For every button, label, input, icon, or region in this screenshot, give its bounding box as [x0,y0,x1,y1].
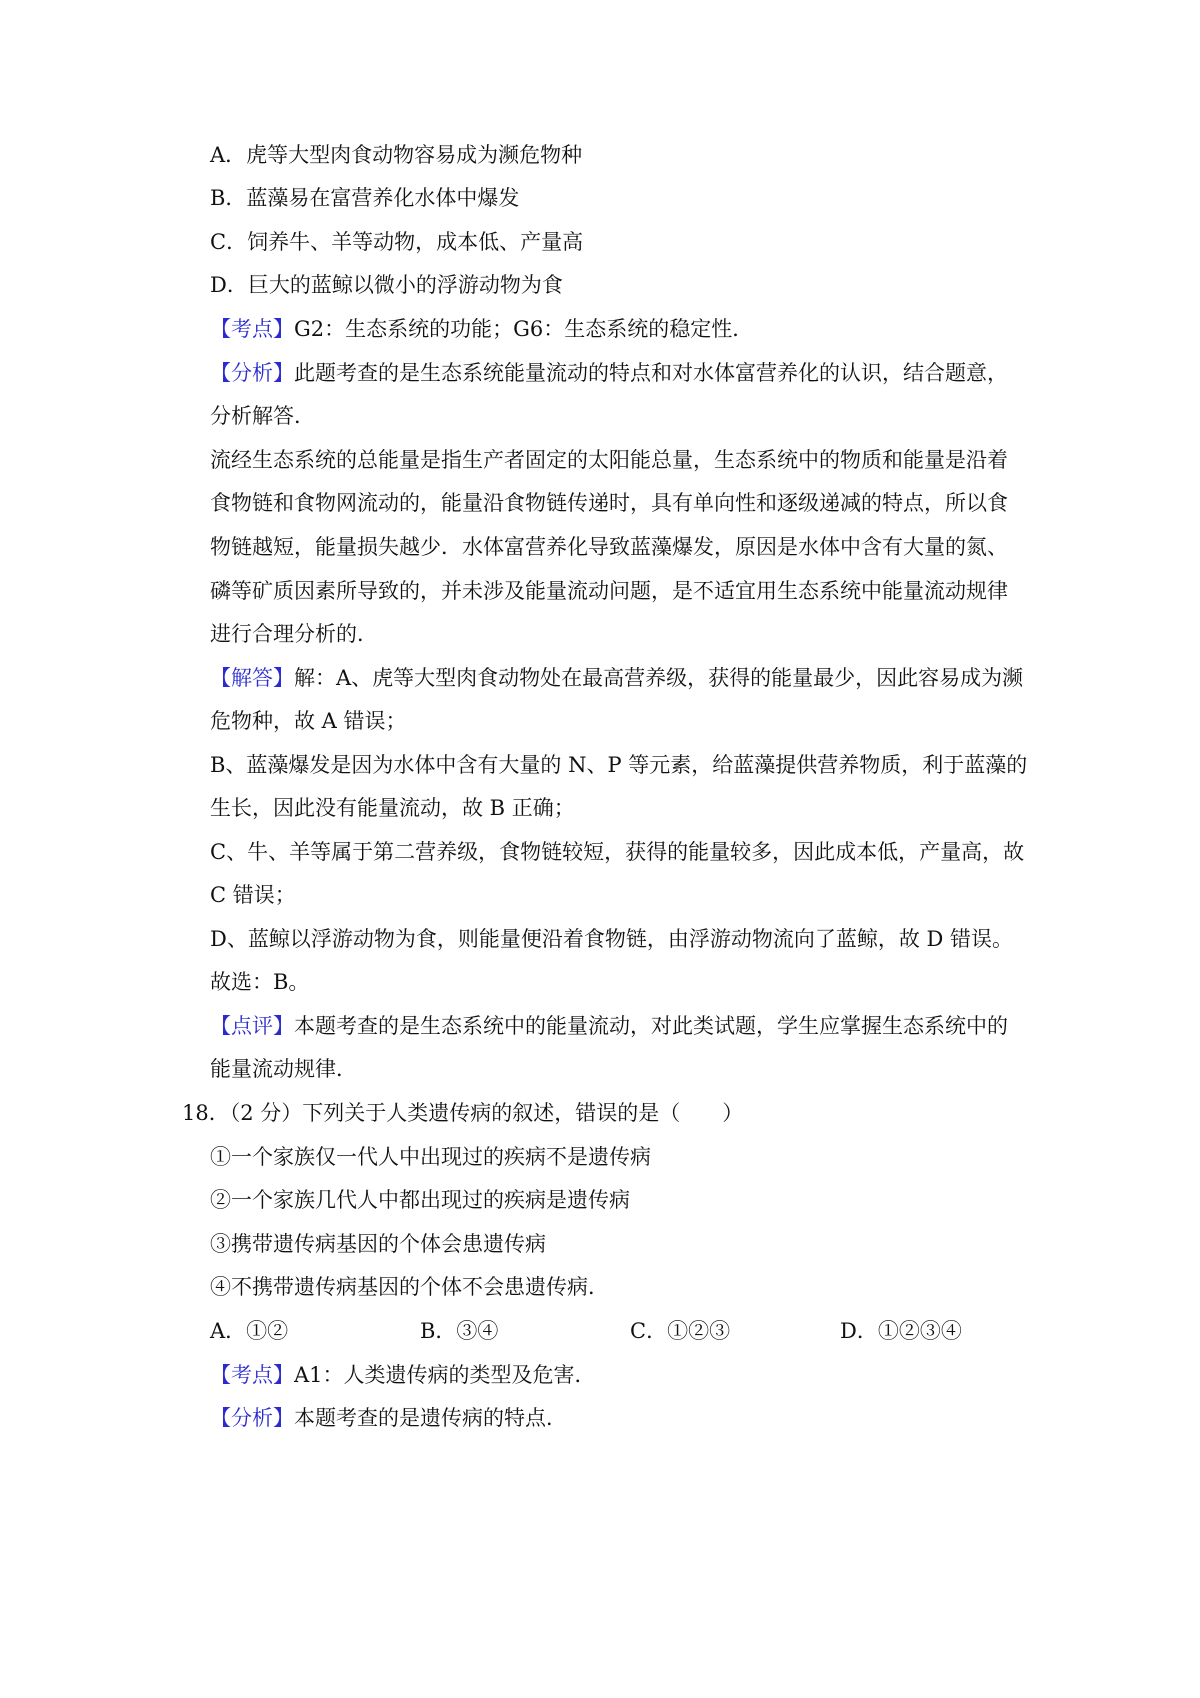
jieda-line: C、牛、羊等属于第二营养级，食物链较短，获得的能量较多，因此成本低，产量高，故 [210,840,1025,864]
q18-fenxi [210,1403,567,1433]
dianping-label: 【点评】 [210,1014,294,1038]
kaodian-label: 【考点】 [210,1363,294,1387]
jieda-line: B、蓝藻爆发是因为水体中含有大量的 N、P 等元素，给蓝藻提供营养物质，利于蓝藻的 [210,753,1028,777]
q18-choice-c: C．①②③ [630,1319,731,1343]
kaodian-text: G2：生态系统的功能；G6：生态系统的稳定性． [294,317,754,341]
fenxi-text-line1: 此题考查的是生态系统能量流动的特点和对水体富营养化的认识，结合题意， [294,361,1008,385]
jieda-label: 【解答】 [210,666,294,690]
q18-choices [210,1316,1010,1346]
q17-option-a: A．虎等大型肉食动物容易成为濒危物种 [210,143,583,167]
dianping-text-line2: 能量流动规律． [210,1057,357,1081]
jieda-line: C 错误； [210,883,296,907]
fenxi-para-line: 磷等矿质因素所导致的，并未涉及能量流动问题，是不适宜用生态系统中能量流动规律 [210,579,1008,603]
fenxi-para-line: 物链越短，能量损失越少．水体富营养化导致蓝藻爆发，原因是水体中含有大量的氮、 [210,535,1008,559]
q17-option-b: B．蓝藻易在富营养化水体中爆发 [210,186,520,210]
fenxi-label: 【分析】 [210,1406,294,1430]
q17-jieda [210,663,1023,693]
jieda-line: D、蓝鲸以浮游动物为食，则能量便沿着食物链，由浮游动物流向了蓝鲸，故 D 错误。 [210,927,1014,951]
q18-stem: 18．（2 分）下列关于人类遗传病的叙述，错误的是（ ） [182,1101,744,1125]
q18-statement: ②一个家族几代人中都出现过的疾病是遗传病 [210,1188,630,1212]
jieda-text-line1: 解：A、虎等大型肉食动物处在最高营养级，获得的能量最少，因此容易成为濒 [294,666,1024,690]
fenxi-para-line: 食物链和食物网流动的，能量沿食物链传递时，具有单向性和逐级递减的特点，所以食 [210,491,1008,515]
dianping-text-line1: 本题考查的是生态系统中的能量流动，对此类试题，学生应掌握生态系统中的 [294,1014,1008,1038]
q17-kaodian [210,314,753,344]
fenxi-text: 本题考查的是遗传病的特点． [294,1406,567,1430]
fenxi-para-line: 流经生态系统的总能量是指生产者固定的太阳能总量，生态系统中的物质和能量是沿着 [210,448,1008,472]
q17-fenxi [210,358,1008,388]
jieda-line: 生长，因此没有能量流动，故 B 正确； [210,796,575,820]
fenxi-para-line: 进行合理分析的． [210,622,378,646]
jieda-line: 故选：B。 [210,970,310,994]
kaodian-text: A1：人类遗传病的类型及危害． [294,1363,596,1387]
q18-statement: ④不携带遗传病基因的个体不会患遗传病． [210,1275,609,1299]
q18-choice-b: B．③④ [420,1319,499,1343]
q18-kaodian [210,1360,596,1390]
fenxi-text-line2: 分析解答． [210,404,315,428]
q18-choice-a: A．①② [210,1319,289,1343]
kaodian-label: 【考点】 [210,317,294,341]
jieda-line: 危物种，故 A 错误； [210,709,407,733]
q17-option-c: C．饲养牛、羊等动物，成本低、产量高 [210,230,584,254]
fenxi-label: 【分析】 [210,361,294,385]
q18-choice-d: D．①②③④ [840,1319,962,1343]
q18-statement: ③携带遗传病基因的个体会患遗传病 [210,1232,546,1256]
q17-option-d: D．巨大的蓝鲸以微小的浮游动物为食 [210,273,563,297]
q18-statement: ①一个家族仅一代人中出现过的疾病不是遗传病 [210,1145,651,1169]
q17-dianping [210,1011,1008,1041]
